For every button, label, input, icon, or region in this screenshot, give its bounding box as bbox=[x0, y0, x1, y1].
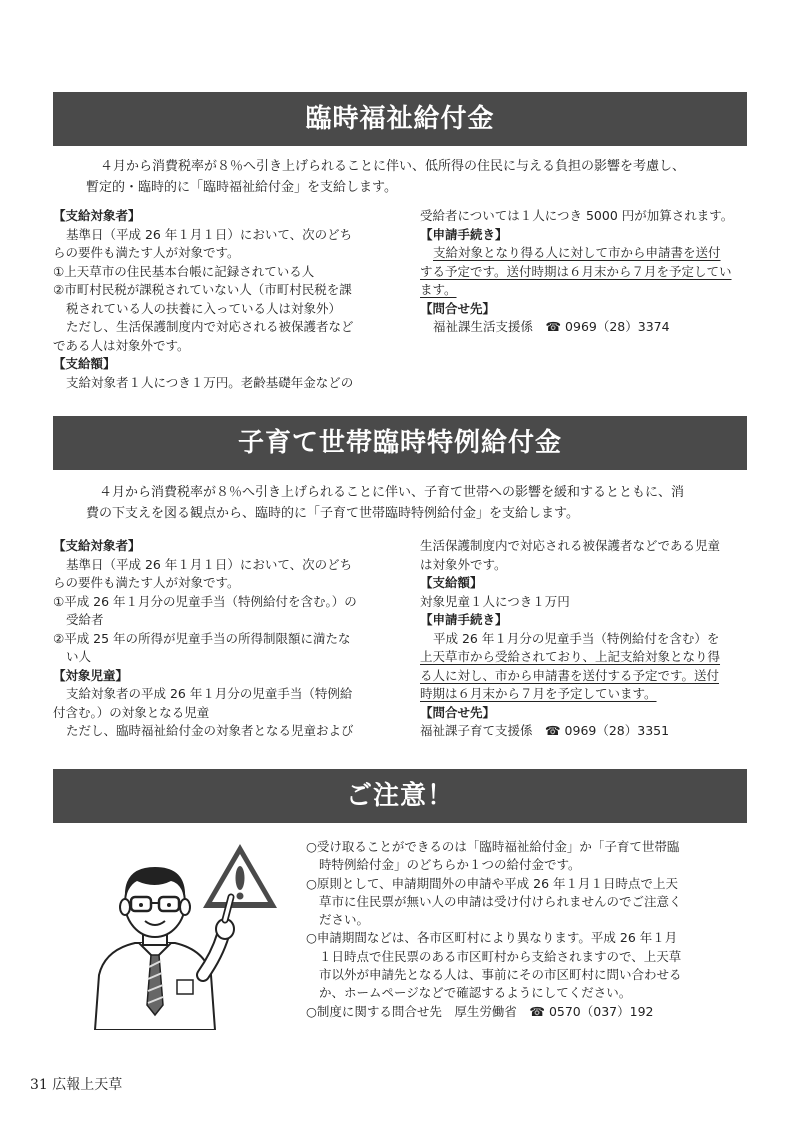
contact-line: 福祉課生活支援係 ☎ 0969（28）3374 bbox=[433, 319, 670, 334]
heading-application: 【申請手続き】 bbox=[420, 612, 508, 627]
text-line: は対象外です。 bbox=[420, 556, 507, 572]
section3-title: ご注意！ bbox=[53, 769, 747, 823]
section2-title: 子育て世帯臨時特例給付金 bbox=[53, 416, 747, 470]
text-line: 時期は６月末から７月を予定しています。 bbox=[420, 686, 657, 701]
text-line: 支給対象者の平成 26 年１月分の児童手当（特例給 bbox=[66, 686, 353, 701]
text-line: 税されている人の扶養に入っている人は対象外） bbox=[66, 300, 342, 316]
heading-amount: 【支給額】 bbox=[420, 575, 483, 590]
notice-item: 時特例給付金」のどちらか１つの給付金です。 bbox=[319, 857, 581, 873]
text-line: ①上天草市の住民基本台帳に記録されている人 bbox=[53, 263, 315, 279]
notice-item: ○申請期間などは、各市区町村により異なります。平成 26 年１月 bbox=[306, 930, 678, 946]
text-line: 支給対象となり得る人に対して市から申請書を送付 bbox=[433, 245, 721, 260]
intro-line: 費の下支えを図る観点から、臨時的に「子育て世帯臨時特例給付金」を支給します。 bbox=[86, 506, 579, 521]
heading-children: 【対象児童】 bbox=[53, 667, 129, 683]
text-line: 受給者については１人につき 5000 円が加算されます。 bbox=[420, 208, 734, 223]
heading-eligible: 【支給対象者】 bbox=[53, 208, 141, 223]
text-line: ただし、臨時福祉給付金の対象者となる児童および bbox=[66, 723, 354, 738]
notice-list bbox=[306, 838, 746, 1021]
notice-item: 草市に住民票が無い人の申請は受け付けられませんのでご注意く bbox=[319, 893, 682, 909]
text-line: する予定です。送付時期は６月末から７月を予定してい bbox=[420, 263, 732, 279]
text-line: 基準日（平成 26 年１月１日）において、次のどち bbox=[66, 556, 353, 572]
section1-left-column bbox=[53, 207, 398, 392]
section1-intro bbox=[86, 156, 686, 198]
notice-item: ○制度に関する問合せ先 厚生労働省 ☎ 0570（037）192 bbox=[306, 1003, 654, 1019]
text-line: ます。 bbox=[420, 282, 457, 297]
text-line: 基準日（平成 26 年１月１日）において、次のどち bbox=[66, 226, 353, 242]
text-line: る人に対し、市から申請書を送付する予定です。送付 bbox=[420, 667, 720, 683]
text-line: 上天草市から受給されており、上記支給対象となり得 bbox=[420, 649, 721, 664]
text-line: 受給者 bbox=[66, 612, 104, 627]
intro-line: ４月から消費税率が８％へ引き上げられることに伴い、子育て世帯への影響を緩和するとともに、消 bbox=[99, 485, 685, 500]
section2-intro bbox=[86, 482, 684, 524]
text-line: ②市町村民税が課税されていない人（市町村民税を課 bbox=[53, 282, 352, 297]
notice-item: ださい。 bbox=[319, 912, 370, 928]
notice-item: １日時点で住民票のある市区町村から支給されますので、上天草 bbox=[319, 948, 682, 964]
text-line: らの要件も満たす人が対象です。 bbox=[53, 245, 240, 260]
text-line: ただし、生活保護制度内で対応される被保護者など bbox=[66, 319, 354, 334]
text-line: ①平成 26 年１月分の児童手当（特例給付を含む。）の bbox=[53, 593, 357, 609]
heading-contact: 【問合せ先】 bbox=[420, 300, 496, 316]
section2-left-column bbox=[53, 537, 398, 741]
text-line: 付含む。）の対象となる児童 bbox=[53, 704, 210, 720]
text-line: 平成 26 年１月分の児童手当（特例給付を含む）を bbox=[433, 630, 720, 646]
heading-application: 【申請手続き】 bbox=[420, 226, 508, 242]
heading-eligible: 【支給対象者】 bbox=[53, 538, 141, 553]
notice-item: か、ホームページなどで確認するようにしてください。 bbox=[319, 985, 632, 1001]
section1-right-column bbox=[420, 207, 750, 337]
page-number: 31 広報上天草 bbox=[30, 1077, 123, 1093]
text-line: ②平成 25 年の所得が児童手当の所得制限額に満たな bbox=[53, 630, 351, 646]
text-line: 支給対象者１人につき１万円。老齢基礎年金などの bbox=[66, 374, 354, 390]
notice-item: 市以外が申請先となる人は、事前にその市区町村に問い合わせる bbox=[319, 967, 682, 983]
heading-amount: 【支給額】 bbox=[53, 356, 116, 371]
contact-line: 福祉課子育て支援係 ☎ 0969（28）3351 bbox=[420, 723, 670, 738]
section1-title: 臨時福祉給付金 bbox=[53, 92, 747, 146]
intro-line: 暫定的・臨時的に「臨時福祉給付金」を支給します。 bbox=[86, 180, 397, 195]
text-line: 生活保護制度内で対応される被保護者などである児童 bbox=[420, 538, 721, 553]
notice-item: ○原則として、申請期間外の申請や平成 26 年１月１日時点で上天 bbox=[306, 875, 679, 891]
man-pointing-illustration bbox=[85, 855, 245, 1030]
heading-contact: 【問合せ先】 bbox=[420, 704, 496, 720]
intro-line: ４月から消費税率が８％へ引き上げられることに伴い、低所得の住民に与える負担の影響を考慮し、 bbox=[100, 159, 686, 174]
text-line: 対象児童１人につき１万円 bbox=[420, 593, 570, 609]
section2-right-column bbox=[420, 537, 755, 741]
text-line: らの要件も満たす人が対象です。 bbox=[53, 575, 240, 590]
text-line: である人は対象外です。 bbox=[53, 337, 190, 353]
text-line: い人 bbox=[66, 649, 92, 664]
notice-item: ○受け取ることができるのは「臨時福祉給付金」か「子育て世帯臨 bbox=[306, 839, 680, 854]
